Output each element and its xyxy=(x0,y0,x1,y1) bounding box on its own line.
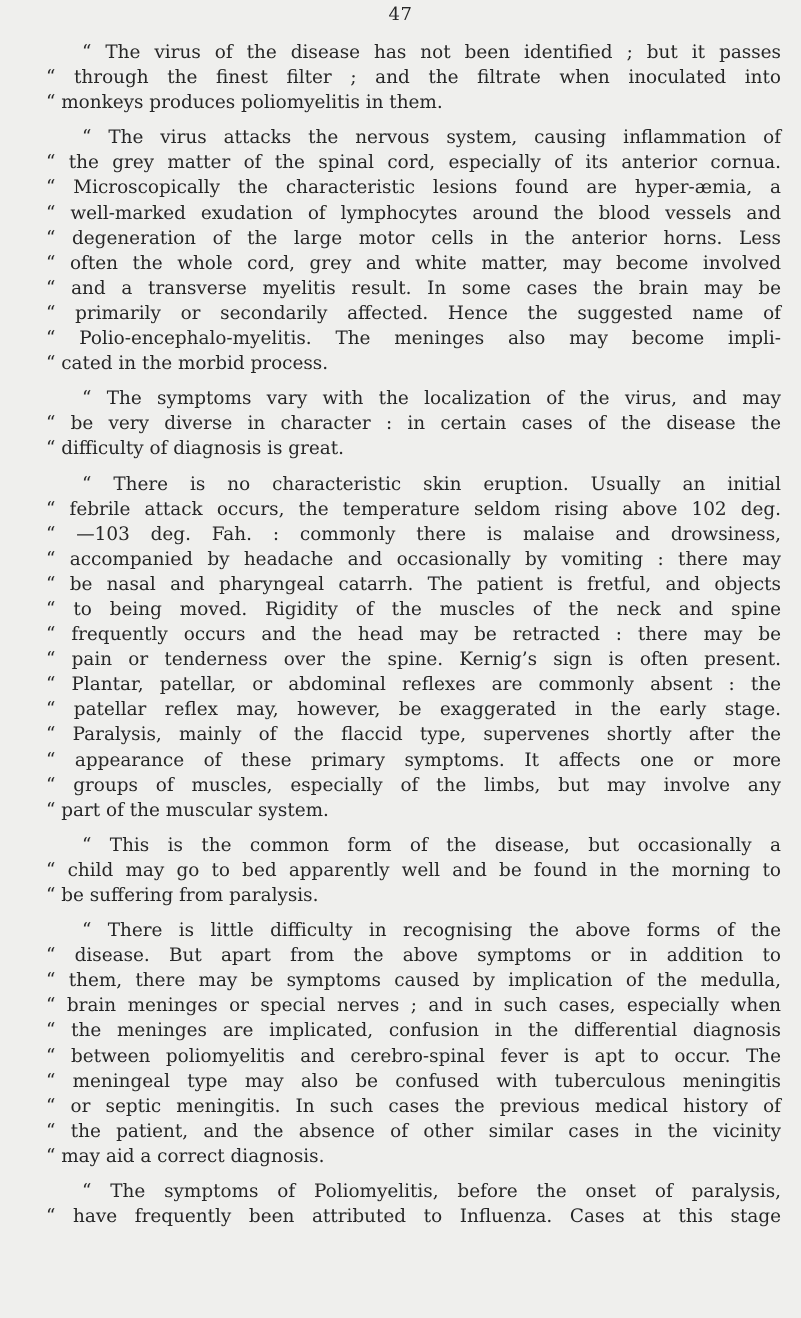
paragraph xyxy=(46,1179,781,1229)
body-text xyxy=(46,40,781,1229)
text-line: “ the patient, and the absence of other similar cases in the vicinity xyxy=(46,1120,781,1142)
text-line: “ them, there may be symptoms caused by implication of the medulla, xyxy=(46,970,781,992)
text-line: “ This is the common form of the disease, but occasionally a xyxy=(82,834,781,856)
text-line: “ meningeal type may also be confused with tuberculous meningitis xyxy=(46,1070,781,1092)
paragraph-gap xyxy=(46,908,781,918)
paragraph xyxy=(46,125,781,376)
text-line: “ often the whole cord, grey and white matter, may become involved xyxy=(46,252,781,274)
paragraph xyxy=(46,918,781,1169)
text-line: “ part of the muscular system. xyxy=(46,799,329,821)
text-line: “ —103 deg. Fah. : commonly there is malaise and drowsiness, xyxy=(46,523,781,545)
text-line: “ frequently occurs and the head may be retracted : there may be xyxy=(46,624,781,646)
text-line: “ patellar reflex may, however, be exaggerated in the early stage. xyxy=(46,699,781,721)
text-line: “ be very diverse in character : in certain cases of the disease the xyxy=(46,413,781,435)
text-line: “ monkeys produces poliomyelitis in them. xyxy=(46,92,443,114)
text-line: “ febrile attack occurs, the temperature seldom rising above 102 deg. xyxy=(46,498,781,520)
paragraph-gap xyxy=(46,823,781,833)
text-line: “ to being moved. Rigidity of the muscles of the neck and spine xyxy=(46,598,781,620)
text-line: “ may aid a correct diagnosis. xyxy=(46,1145,325,1167)
paragraph-gap xyxy=(46,376,781,386)
text-line: “ Paralysis, mainly of the flaccid type, supervenes shortly after the xyxy=(46,724,781,746)
text-line: “ degeneration of the large motor cells in the anterior horns. Less xyxy=(46,227,781,249)
text-line: “ groups of muscles, especially of the limbs, but may involve any xyxy=(46,774,781,796)
text-line: “ between poliomyelitis and cerebro-spinal fever is apt to occur. The xyxy=(46,1045,781,1067)
text-line: “ There is little difficulty in recognising the above forms of the xyxy=(82,920,781,942)
text-line: “ the grey matter of the spinal cord, especially of its anterior cornua. xyxy=(46,152,781,174)
text-line: “ the meninges are implicated, confusion in the differential diagnosis xyxy=(46,1020,781,1042)
text-line: “ The symptoms vary with the localization of the virus, and may xyxy=(82,388,781,410)
text-line: “ cated in the morbid process. xyxy=(46,353,329,375)
text-line: “ Polio-encephalo-myelitis. The meninges also may become impli- xyxy=(46,328,781,350)
text-line: “ child may go to bed apparently well and be found in the morning to xyxy=(46,859,781,881)
paragraph xyxy=(46,386,781,461)
text-line: “ disease. But apart from the above symptoms or in addition to xyxy=(46,945,781,967)
text-line: “ Microscopically the characteristic lesions found are hyper-æmia, a xyxy=(46,177,781,199)
text-line: “ accompanied by headache and occasionally by vomiting : there may xyxy=(46,548,781,570)
text-line: “ have frequently been attributed to Influenza. Cases at this stage xyxy=(46,1206,781,1228)
paragraph xyxy=(46,40,781,115)
paragraph xyxy=(46,833,781,908)
text-line: “ through the finest filter ; and the filtrate when inoculated into xyxy=(46,67,781,89)
text-line: “ brain meninges or special nerves ; and in such cases, especially when xyxy=(46,995,781,1017)
paragraph-gap xyxy=(46,462,781,472)
text-line: “ The symptoms of Poliomyelitis, before the onset of paralysis, xyxy=(82,1181,781,1203)
text-line: “ primarily or secondarily affected. Hence the suggested name of xyxy=(46,302,781,324)
text-line: “ well-marked exudation of lymphocytes around the blood vessels and xyxy=(46,202,781,224)
paragraph xyxy=(46,472,781,823)
text-line: “ The virus attacks the nervous system, causing inflammation of xyxy=(82,127,781,149)
text-line: “ be suffering from paralysis. xyxy=(46,885,319,906)
text-line: “ pain or tenderness over the spine. Kernig’s sign is often present. xyxy=(46,649,781,671)
paragraph-gap xyxy=(46,1169,781,1179)
text-line: “ and a transverse myelitis result. In some cases the brain may be xyxy=(46,277,781,299)
text-line: “ be nasal and pharyngeal catarrh. The patient is fretful, and objects xyxy=(46,573,781,595)
text-line: “ Plantar, patellar, or abdominal reflexes are commonly absent : the xyxy=(46,674,781,696)
text-line: “ difficulty of diagnosis is great. xyxy=(46,438,344,460)
paragraph-gap xyxy=(46,115,781,125)
text-line: “ There is no characteristic skin eruption. Usually an initial xyxy=(82,473,781,495)
page-number: 47 xyxy=(388,4,413,25)
text-line: “ appearance of these primary symptoms. It affects one or more xyxy=(46,749,781,771)
text-line: “ The virus of the disease has not been identified ; but it passes xyxy=(82,42,781,63)
text-line: “ or septic meningitis. In such cases the previous medical history of xyxy=(46,1095,781,1117)
